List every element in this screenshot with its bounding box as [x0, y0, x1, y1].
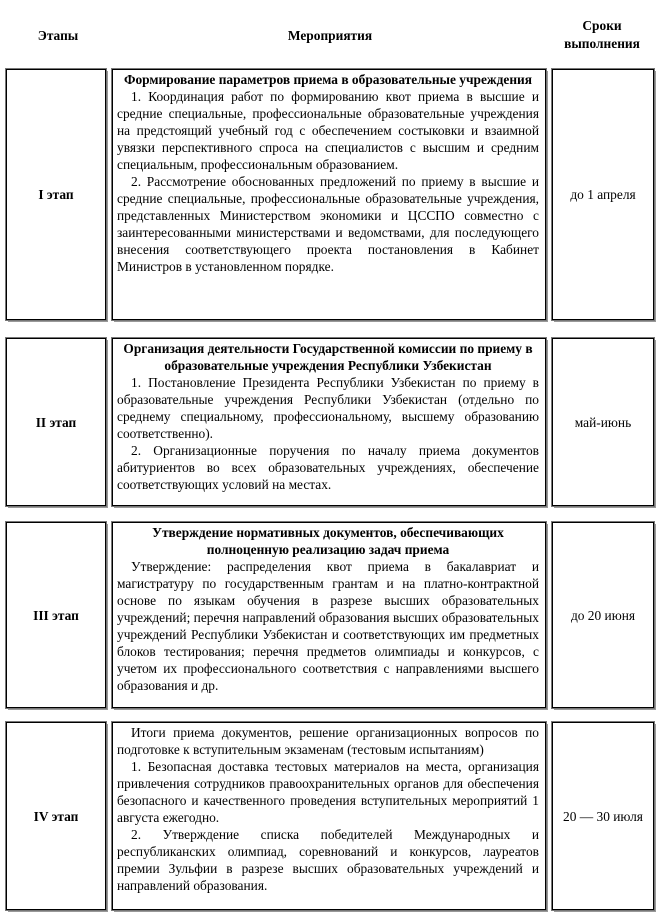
- stage-label: I этап: [38, 187, 74, 202]
- header-terms: [550, 17, 654, 53]
- term-cell-2: [552, 338, 654, 506]
- stage-label: IV этап: [33, 808, 79, 824]
- term-cell-1: [552, 69, 654, 320]
- event-paragraph: 2. Рассмотрение обоснованных предложений по приему в высшие и средние специальные, профессиональные образовательные учреждения, представленных Министерством экономики и ЦССПО совместно с заинтересованными министерствами и ведомствами, для последующего внесения соответствующего проекта постановления в Кабинет Министров в установленном порядке.: [117, 174, 539, 274]
- stage-cell-3: [6, 522, 106, 708]
- stage-cell-2: [6, 338, 106, 506]
- events-cell-2: [112, 338, 546, 506]
- event-paragraph: 2. Утверждение списка победителей Международных и республиканских олимпиад, соревнований и конкурсов, лауреатов премии Зульфии в разрезе высших образовательных учреждений и направлений образования.: [117, 827, 539, 893]
- term-label: 20 — 30 июля: [563, 808, 643, 824]
- event-title: Организация деятельности Государственной комиссии по приему в образовательные учреждения Республики Узбекистан: [123, 341, 533, 373]
- header-terms-line1: Сроки: [582, 18, 622, 33]
- header-events: Мероприятия: [287, 28, 373, 43]
- event-paragraph: Утверждение: распределения квот приема в бакалавриат и магистратуру по государственным грантам и на платно-контрактной основе по языкам обучения в разрезе высших образовательных учреждений; перечня направлений образования высших образовательных учреждений Республики Узбекистан и соответствующих им предметных блоков тестирования; перечня предметов олимпиады и конкурсов, с учетом их профессионального соответствия с направлениями высшего образования и др.: [117, 559, 539, 693]
- event-paragraph: 1. Безопасная доставка тестовых материалов на места, организация привлечения сотрудников правоохранительных органов для обеспечения безопасного и качественного проведения вступительных мероприятий 1 августа ежегодно.: [117, 759, 539, 825]
- term-label: до 1 апреля: [570, 187, 636, 202]
- event-title: Формирование параметров приема в образовательные учреждения: [123, 72, 533, 87]
- stage-label: II этап: [35, 414, 77, 430]
- event-paragraph: 2. Организационные поручения по началу приема документов абитуриентов во всех образовательных учреждениях, обеспечение соответствующих условий на местах.: [117, 443, 539, 492]
- term-cell-4: [552, 722, 654, 910]
- term-label: до 20 июня: [570, 607, 636, 623]
- term-label: май-июнь: [574, 414, 632, 430]
- events-cell-1: [112, 69, 546, 320]
- header-terms-line2: выполнения: [564, 36, 640, 51]
- events-cell-4: [112, 722, 546, 910]
- event-paragraph: 1. Постановление Президента Республики Узбекистан по приему в образовательные учреждения Республики Узбекистан (отдельно по среднему специальному, профессиональному, высшему образованию соответственно).: [117, 375, 539, 441]
- event-title: Утверждение нормативных документов, обеспечивающих полноценную реализацию задач приема: [152, 525, 504, 557]
- event-paragraph: Итоги приема документов, решение организационных вопросов по подготовке к вступительным экзаменам (тестовым испытаниям): [117, 725, 539, 757]
- events-cell-3: [112, 522, 546, 708]
- stage-cell-1: [6, 69, 106, 320]
- stage-label: III этап: [33, 607, 79, 623]
- term-cell-3: [552, 522, 654, 708]
- stage-cell-4: [6, 722, 106, 910]
- event-paragraph: 1. Координация работ по формированию квот приема в высшие и средние специальные, профессиональные образовательные учреждения на предстоящий учебный год с обеспечением состыковки и взаимной увязки перспективного спроса на специалистов с высшим и средним специальным, профессиональным образованием.: [117, 89, 539, 172]
- header-stages: Этапы: [37, 28, 79, 43]
